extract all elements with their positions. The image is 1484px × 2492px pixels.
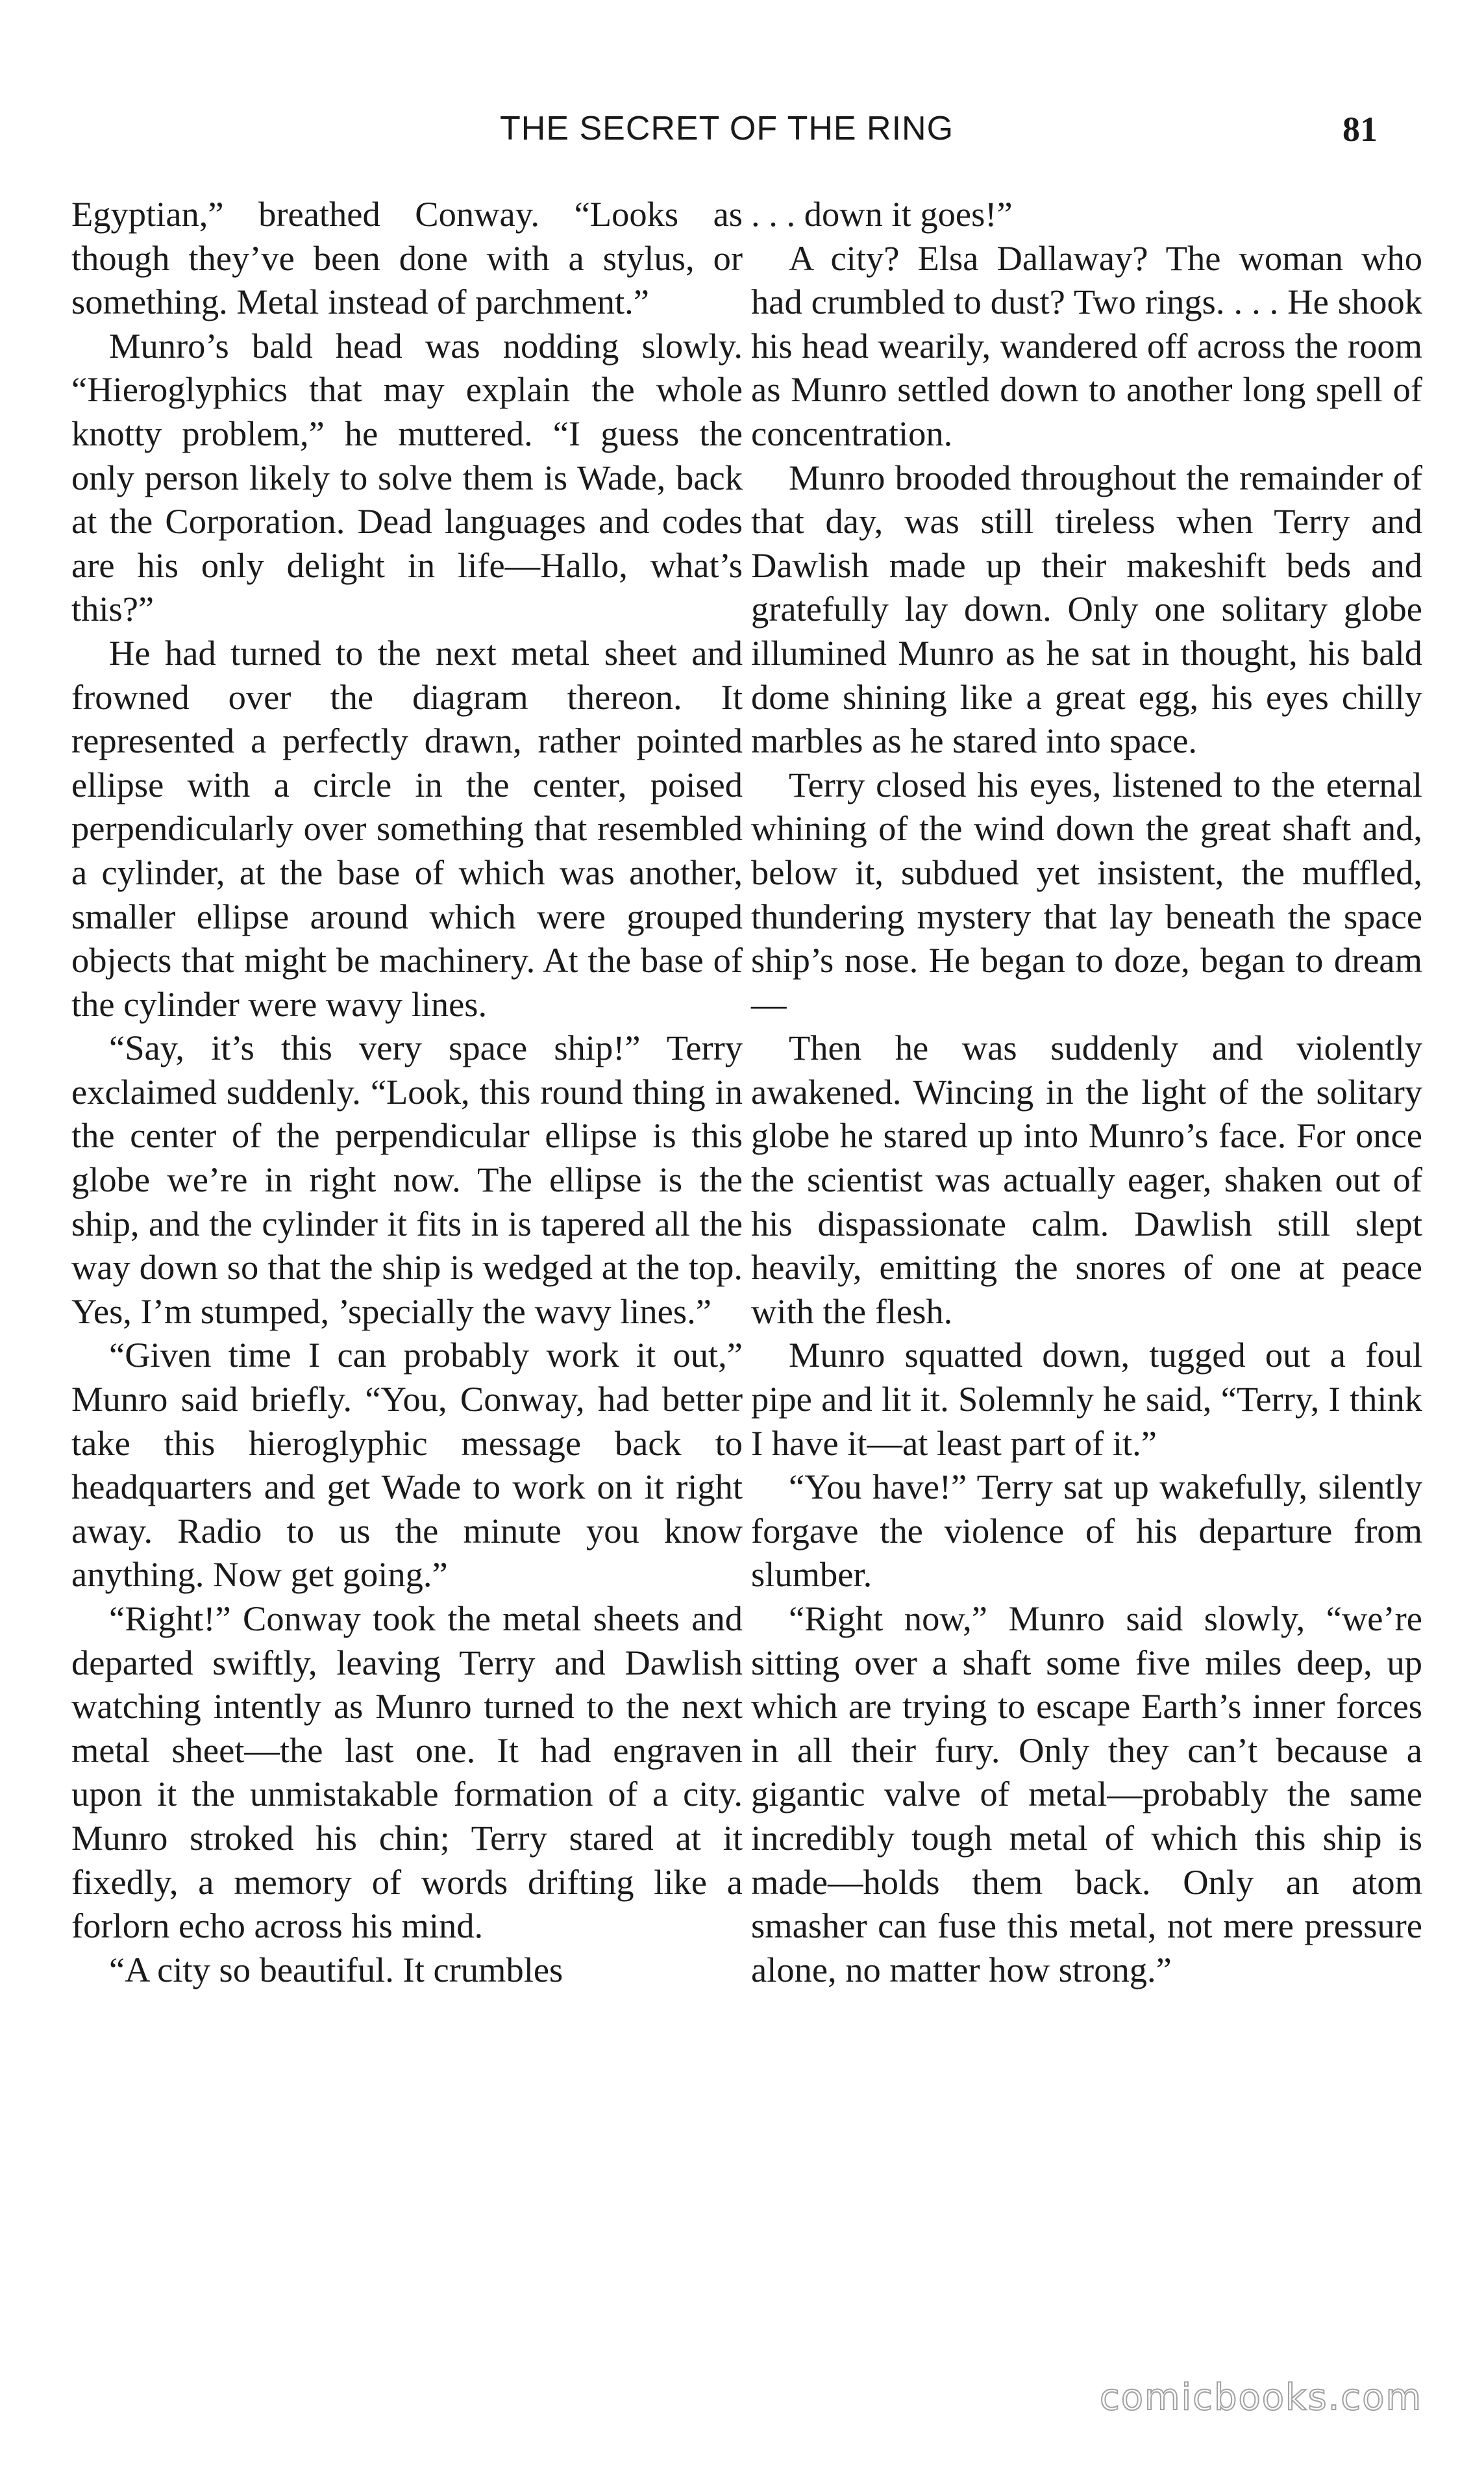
paragraph: Egyptian,” breathed Conway. “Looks as though they’ve been done with a stylus, or something. Metal instead of parchment.” <box>71 194 743 322</box>
paragraph: “You have!” Terry sat up wakefully, silently forgave the violence of his departure from slumber. <box>751 1467 1422 1595</box>
page-header <box>0 109 1484 161</box>
right-column <box>751 192 1422 1991</box>
paragraph: Then he was suddenly and violently awakened. Wincing in the light of the solitary globe he stared up into Munro’s face. For once the scientist was actually eager, shaken out of his dispassionate calm. Dawlish still slept heavily, emitting the snores of one at peace with the flesh. <box>751 1028 1422 1331</box>
paragraph: “Right now,” Munro said slowly, “we’re sitting over a shaft some five miles deep, up which are trying to escape Earth’s inner forces in all their fury. Only they can’t because a gigantic valve of metal—probably the same incredibly tough metal of which this ship is made—holds them back. Only an atom smasher can fuse this metal, not mere pressure alone, no matter how strong.” <box>751 1599 1422 1989</box>
paragraph: Munro’s bald head was nodding slowly. “Hieroglyphics that may explain the whole knotty problem,” he muttered. “I guess the only person likely to solve them is Wade, back at the Corporation. Dead languages and codes are his only delight in life—Hallo, what’s this?” <box>71 325 743 629</box>
paragraph: “Say, it’s this very space ship!” Terry exclaimed suddenly. “Look, this round thing in the center of the perpendicular ellipse is this globe we’re in right now. The ellipse is the ship, and the cylinder it fits in is tapered all the way down so that the ship is wedged at the top. Yes, I’m stumped, ’specially the wavy lines.” <box>71 1028 743 1331</box>
paragraph: “Given time I can probably work it out,” Munro said briefly. “You, Conway, had better take this hieroglyphic message back to headquarters and get Wade to work on it right away. Radio to us the minute you know anything. Now get going.” <box>71 1335 743 1595</box>
paragraph: Munro squatted down, tugged out a foul pipe and lit it. Solemnly he said, “Terry, I think I have it—at least part of it.” <box>751 1335 1422 1463</box>
paragraph: Munro brooded throughout the remainder of that day, was still tireless when Terry and Dawlish made up their makeshift beds and gratefully lay down. Only one solitary globe illumined Munro as he sat in thought, his bald dome shining like a great egg, his eyes chilly marbles as he stared into space. <box>751 457 1422 761</box>
paragraph: “Right!” Conway took the metal sheets and departed swiftly, leaving Terry and Dawlish watching intently as Munro turned to the next metal sheet—the last one. It had engraven upon it the unmistakable formation of a city. Munro stroked his chin; Terry stared at it fixedly, a memory of words drifting like a forlorn echo across his mind. <box>71 1599 743 1946</box>
paragraph: “A city so beautiful. It crumbles <box>109 1949 563 1989</box>
page-number: 81 <box>1342 110 1378 149</box>
paragraph: A city? Elsa Dallaway? The woman who had crumbled to dust? Two rings. . . . He shook his head wearily, wandered off across the room as Munro settled down to another long spell of concentration. <box>751 238 1422 453</box>
paragraph: Terry closed his eyes, listened to the eternal whining of the wind down the great shaft and, below it, subdued yet insistent, the muffled, thundering mystery that lay beneath the space ship’s nose. He began to doze, began to dream— <box>751 764 1422 1024</box>
site-watermark: comicbooks.com <box>1100 2376 1423 2419</box>
left-column <box>71 192 743 1991</box>
running-title: THE SECRET OF THE RING <box>500 110 954 147</box>
paragraph: . . . down it goes!” <box>751 194 1013 234</box>
paragraph: He had turned to the next metal sheet and frowned over the diagram thereon. It represented a perfectly drawn, rather pointed ellipse with a circle in the center, poised perpendicularly over something that resembled a cylinder, at the base of which was another, smaller ellipse around which were grouped objects that might be machinery. At the base of the cylinder were wavy lines. <box>71 632 743 1024</box>
